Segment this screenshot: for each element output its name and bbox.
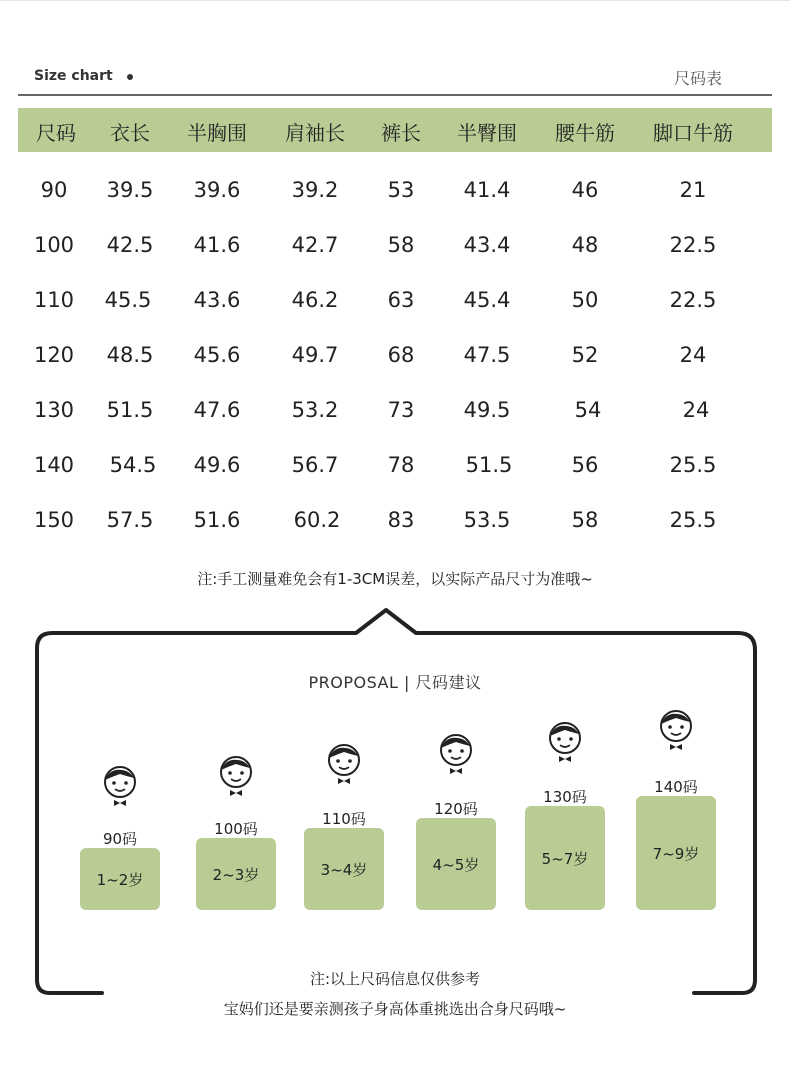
column-header-half-chest: 半胸围 xyxy=(187,121,247,145)
table-cell: 56 xyxy=(571,453,599,477)
table-cell: 100 xyxy=(33,233,75,257)
table-cell: 53.5 xyxy=(463,508,511,532)
table-cell: 45.6 xyxy=(193,343,241,367)
table-cell: 51.6 xyxy=(193,508,241,532)
measurement-note: 注:手工测量难免会有1-3CM误差，以实际产品尺寸为准哦~ xyxy=(197,570,593,588)
table-cell: 54 xyxy=(574,398,602,422)
table-row xyxy=(18,337,772,377)
table-cell: 63 xyxy=(387,288,415,312)
age-range: 4~5岁 xyxy=(432,855,480,874)
table-cell: 120 xyxy=(33,343,75,367)
size-label: 110码 xyxy=(322,810,366,828)
age-range: 1~2岁 xyxy=(96,870,144,889)
size-suggestion-110 xyxy=(304,740,384,912)
table-cell: 51.5 xyxy=(465,453,513,477)
table-cell: 39.5 xyxy=(106,178,154,202)
size-table-title: 尺码表 xyxy=(673,69,722,88)
bullet-dot-icon xyxy=(127,74,133,80)
child-face-icon xyxy=(432,730,480,778)
table-cell: 56.7 xyxy=(291,453,339,477)
column-header-size: 尺码 xyxy=(36,121,76,145)
size-suggestion-120 xyxy=(416,730,496,912)
age-range: 5~7岁 xyxy=(541,849,589,868)
age-range: 2~3岁 xyxy=(212,865,260,884)
table-cell: 78 xyxy=(387,453,415,477)
size-label: 130码 xyxy=(543,788,587,806)
age-box xyxy=(636,796,716,910)
table-cell: 39.6 xyxy=(193,178,241,202)
age-range: 7~9岁 xyxy=(652,844,700,863)
column-header-pants-length: 裤长 xyxy=(381,121,421,145)
table-cell: 73 xyxy=(387,398,415,422)
proposal-title: PROPOSAL | 尺码建议 xyxy=(308,673,482,692)
table-cell: 47.5 xyxy=(463,343,511,367)
size-table-body xyxy=(18,172,772,552)
child-face-icon xyxy=(541,718,589,766)
table-row xyxy=(18,227,772,267)
table-cell: 60.2 xyxy=(293,508,341,532)
size-chart-label: Size chart xyxy=(34,68,113,84)
table-cell: 49.6 xyxy=(193,453,241,477)
table-cell: 25.5 xyxy=(669,453,717,477)
column-header-waist-elastic: 腰牛筋 xyxy=(555,121,615,145)
size-label: 140码 xyxy=(654,778,698,796)
size-label: 90码 xyxy=(102,830,138,848)
child-face-icon xyxy=(320,740,368,788)
column-header-length: 衣长 xyxy=(110,121,150,145)
age-box xyxy=(196,838,276,910)
proposal-note-line2: 宝妈们还是要亲测孩子身高体重挑选出合身尺码哦~ xyxy=(223,1000,567,1018)
top-divider xyxy=(0,0,790,1)
table-cell: 22.5 xyxy=(669,233,717,257)
child-face-icon xyxy=(96,762,144,810)
age-box xyxy=(416,818,496,910)
table-cell: 58 xyxy=(387,233,415,257)
column-header-half-hip: 半臀围 xyxy=(457,121,517,145)
table-cell: 58 xyxy=(571,508,599,532)
table-cell: 52 xyxy=(571,343,599,367)
table-cell: 22.5 xyxy=(669,288,717,312)
size-label: 120码 xyxy=(434,800,478,818)
table-cell: 42.5 xyxy=(106,233,154,257)
table-cell: 49.5 xyxy=(463,398,511,422)
table-cell: 42.7 xyxy=(291,233,339,257)
table-cell: 24 xyxy=(682,398,710,422)
table-row xyxy=(18,502,772,542)
table-cell: 21 xyxy=(679,178,707,202)
table-cell: 110 xyxy=(33,288,75,312)
table-cell: 25.5 xyxy=(669,508,717,532)
table-cell: 46.2 xyxy=(291,288,339,312)
table-cell: 150 xyxy=(33,508,75,532)
table-cell: 53.2 xyxy=(291,398,339,422)
table-cell: 48.5 xyxy=(106,343,154,367)
table-cell: 83 xyxy=(387,508,415,532)
column-header-cuff-elastic: 脚口牛筋 xyxy=(653,121,733,145)
size-suggestion-140 xyxy=(636,706,716,912)
table-cell: 41.6 xyxy=(193,233,241,257)
size-suggestion-90 xyxy=(80,762,160,912)
age-box xyxy=(525,806,605,910)
table-cell: 130 xyxy=(33,398,75,422)
header-rule xyxy=(18,94,772,96)
table-row xyxy=(18,447,772,487)
table-cell: 57.5 xyxy=(106,508,154,532)
table-cell: 39.2 xyxy=(291,178,339,202)
table-cell: 45.5 xyxy=(104,288,152,312)
table-cell: 43.6 xyxy=(193,288,241,312)
age-box xyxy=(304,828,384,910)
size-chart-header xyxy=(18,62,772,94)
table-cell: 46 xyxy=(571,178,599,202)
table-cell: 49.7 xyxy=(291,343,339,367)
age-range: 3~4岁 xyxy=(320,860,368,879)
table-cell: 68 xyxy=(387,343,415,367)
child-face-icon xyxy=(652,706,700,754)
table-cell: 90 xyxy=(40,178,68,202)
size-suggestion-130 xyxy=(525,718,605,912)
table-cell: 54.5 xyxy=(109,453,157,477)
size-suggestion-100 xyxy=(196,752,276,912)
table-cell: 48 xyxy=(571,233,599,257)
table-cell: 47.6 xyxy=(193,398,241,422)
table-cell: 41.4 xyxy=(463,178,511,202)
child-face-icon xyxy=(212,752,260,800)
table-row xyxy=(18,282,772,322)
table-cell: 24 xyxy=(679,343,707,367)
table-cell: 53 xyxy=(387,178,415,202)
table-cell: 43.4 xyxy=(463,233,511,257)
table-header-row xyxy=(18,108,772,152)
table-row xyxy=(18,392,772,432)
proposal-note-line1: 注:以上尺码信息仅供参考 xyxy=(309,970,481,988)
column-header-sleeve: 肩袖长 xyxy=(285,121,345,145)
table-cell: 45.4 xyxy=(463,288,511,312)
table-cell: 50 xyxy=(571,288,599,312)
size-label: 100码 xyxy=(214,820,258,838)
age-box xyxy=(80,848,160,910)
table-cell: 51.5 xyxy=(106,398,154,422)
table-row xyxy=(18,172,772,212)
table-cell: 140 xyxy=(33,453,75,477)
